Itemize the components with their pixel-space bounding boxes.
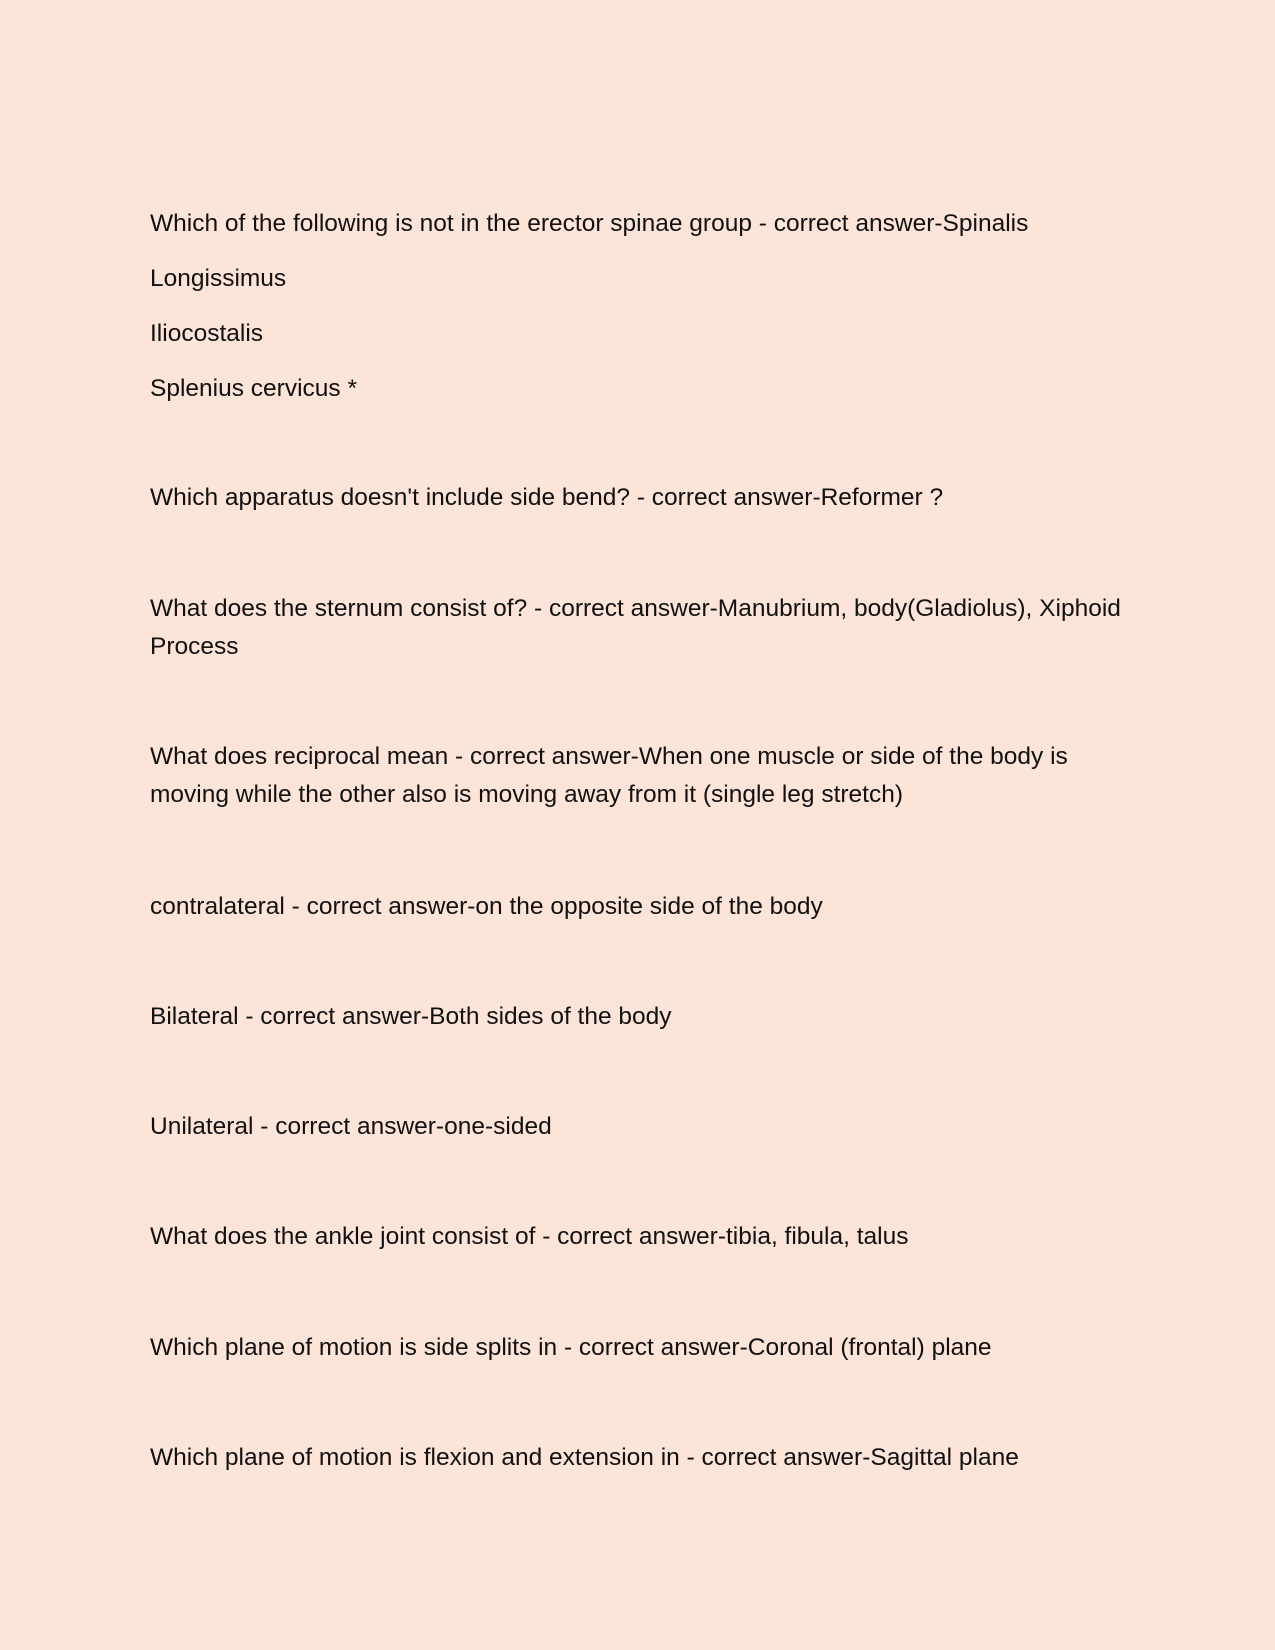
- question-contralateral: contralateral - correct answer-on the opposite side of the body: [150, 893, 823, 920]
- question-bilateral: Bilateral - correct answer-Both sides of the body: [150, 1003, 672, 1030]
- question-sternum: What does the sternum consist of? - correct answer-Manubrium, body(Gladiolus), Xiphoid Process: [150, 595, 1121, 660]
- option-splenius: Splenius cervicus *: [150, 375, 357, 402]
- question-side-splits: Which plane of motion is side splits in - correct answer-Coronal (frontal) plane: [150, 1334, 992, 1361]
- question-ankle-joint: What does the ankle joint consist of - correct answer-tibia, fibula, talus: [150, 1223, 909, 1250]
- question-flexion-extension: Which plane of motion is flexion and extension in - correct answer-Sagittal plane: [150, 1444, 1019, 1471]
- question-reciprocal: What does reciprocal mean - correct answer-When one muscle or side of the body is moving while the other also is moving away from it (single leg stretch): [150, 743, 1068, 808]
- question-erector-spinae: Which of the following is not in the erector spinae group - correct answer-Spinalis: [150, 210, 1029, 237]
- question-apparatus: Which apparatus doesn't include side bend? - correct answer-Reformer ?: [150, 484, 944, 511]
- option-iliocostalis: Iliocostalis: [150, 320, 264, 347]
- question-unilateral: Unilateral - correct answer-one-sided: [150, 1113, 552, 1140]
- option-longissimus: Longissimus: [150, 265, 287, 292]
